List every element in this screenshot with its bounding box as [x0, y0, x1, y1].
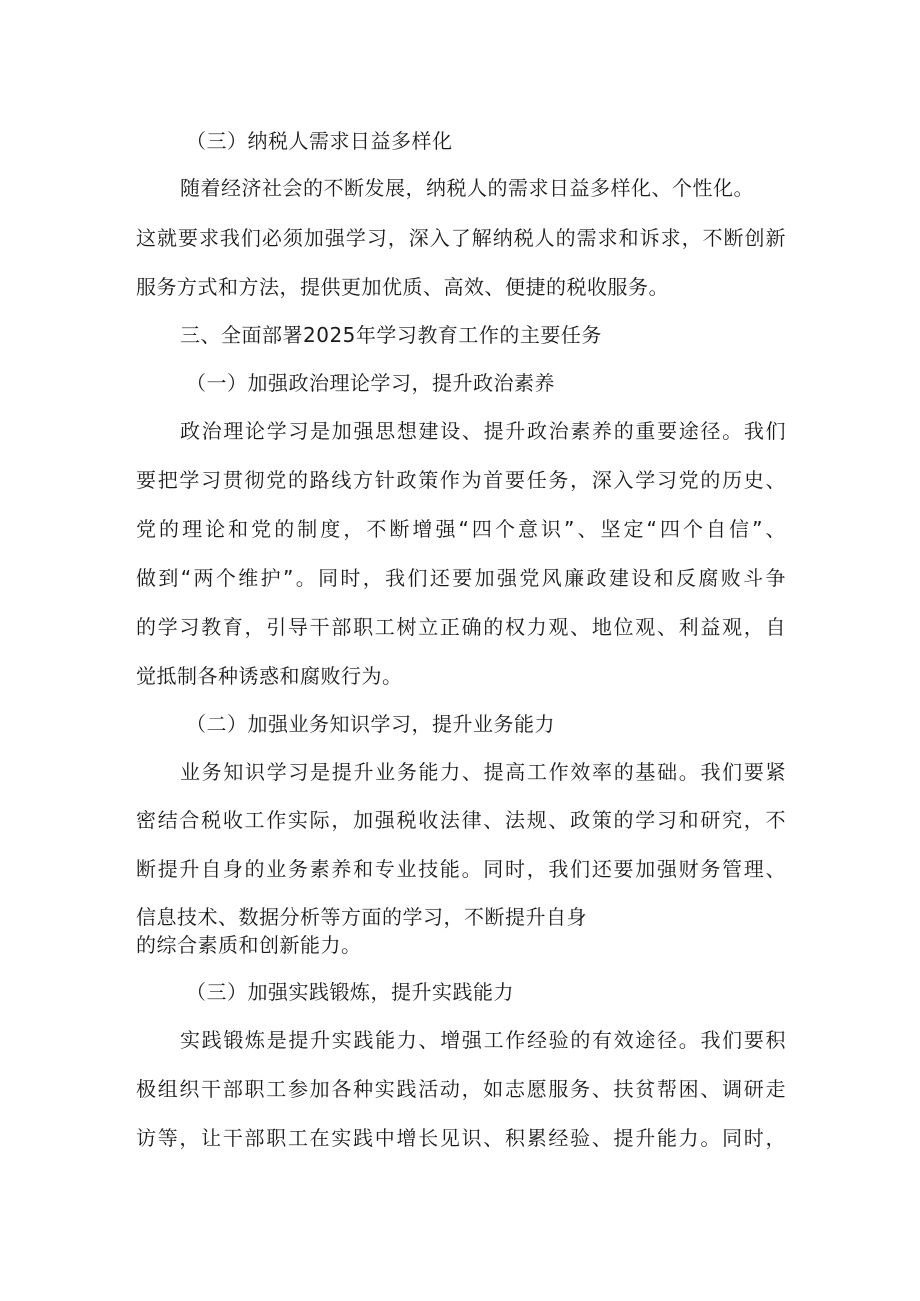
subheading-business-knowledge: （二）加强业务知识学习，提升业务能力: [186, 712, 555, 736]
paragraph-line: 服务方式和方法，提供更加优质、高效、便捷的税收服务。: [136, 275, 669, 299]
paragraph-line: 这就要求我们必须加强学习，深入了解纳税人的需求和诉求，不断创新: [136, 226, 786, 250]
subheading-taxpayer-needs: （三）纳税人需求日益多样化: [186, 129, 453, 153]
paragraph-line: 做到“两个维护”。同时，我们还要加强党风廉政建设和反腐败斗争: [136, 566, 786, 590]
paragraph-line: 极组织干部职工参加各种实践活动，如志愿服务、扶贫帮困、调研走: [136, 1077, 786, 1101]
paragraph-line: 断提升自身的业务素养和专业技能。同时，我们还要加强财务管理、: [136, 857, 786, 881]
paragraph-line: 政治理论学习是加强思想建设、提升政治素养的重要途径。我们: [180, 419, 786, 443]
paragraph-line: 密结合税收工作实际，加强税收法律、法规、政策的学习和研究，不: [136, 808, 786, 832]
paragraph-line: 觉抵制各种诱惑和腐败行为。: [136, 664, 403, 688]
paragraph-line: 的综合素质和创新能力。: [136, 933, 362, 957]
paragraph-line: 信息技术、数据分析等方面的学习，不断提升自身: [136, 905, 587, 929]
section-heading-main-tasks: 三、全面部署2025年学习教育工作的主要任务: [180, 323, 602, 347]
subheading-political-theory: （一）加强政治理论学习，提升政治素养: [186, 371, 555, 395]
paragraph-line: 要把学习贯彻党的路线方针政策作为首要任务，深入学习党的历史、: [136, 468, 786, 492]
paragraph-line: 实践锻炼是提升实践能力、增强工作经验的有效途径。我们要积: [180, 1028, 786, 1052]
paragraph-line: 业务知识学习是提升业务能力、提高工作效率的基础。我们要紧: [180, 760, 786, 784]
paragraph-line: 党的理论和党的制度，不断增强“四个意识”、坚定“四个自信”、: [136, 517, 786, 541]
subheading-practice: （三）加强实践锻炼，提升实践能力: [186, 980, 514, 1004]
paragraph-line: 随着经济社会的不断发展，纳税人的需求日益多样化、个性化。: [180, 176, 754, 200]
paragraph-line: 的学习教育，引导干部职工树立正确的权力观、地位观、利益观，自: [136, 615, 786, 639]
paragraph-line: 访等，让干部职工在实践中增长见识、积累经验、提升能力。同时，: [136, 1126, 786, 1150]
